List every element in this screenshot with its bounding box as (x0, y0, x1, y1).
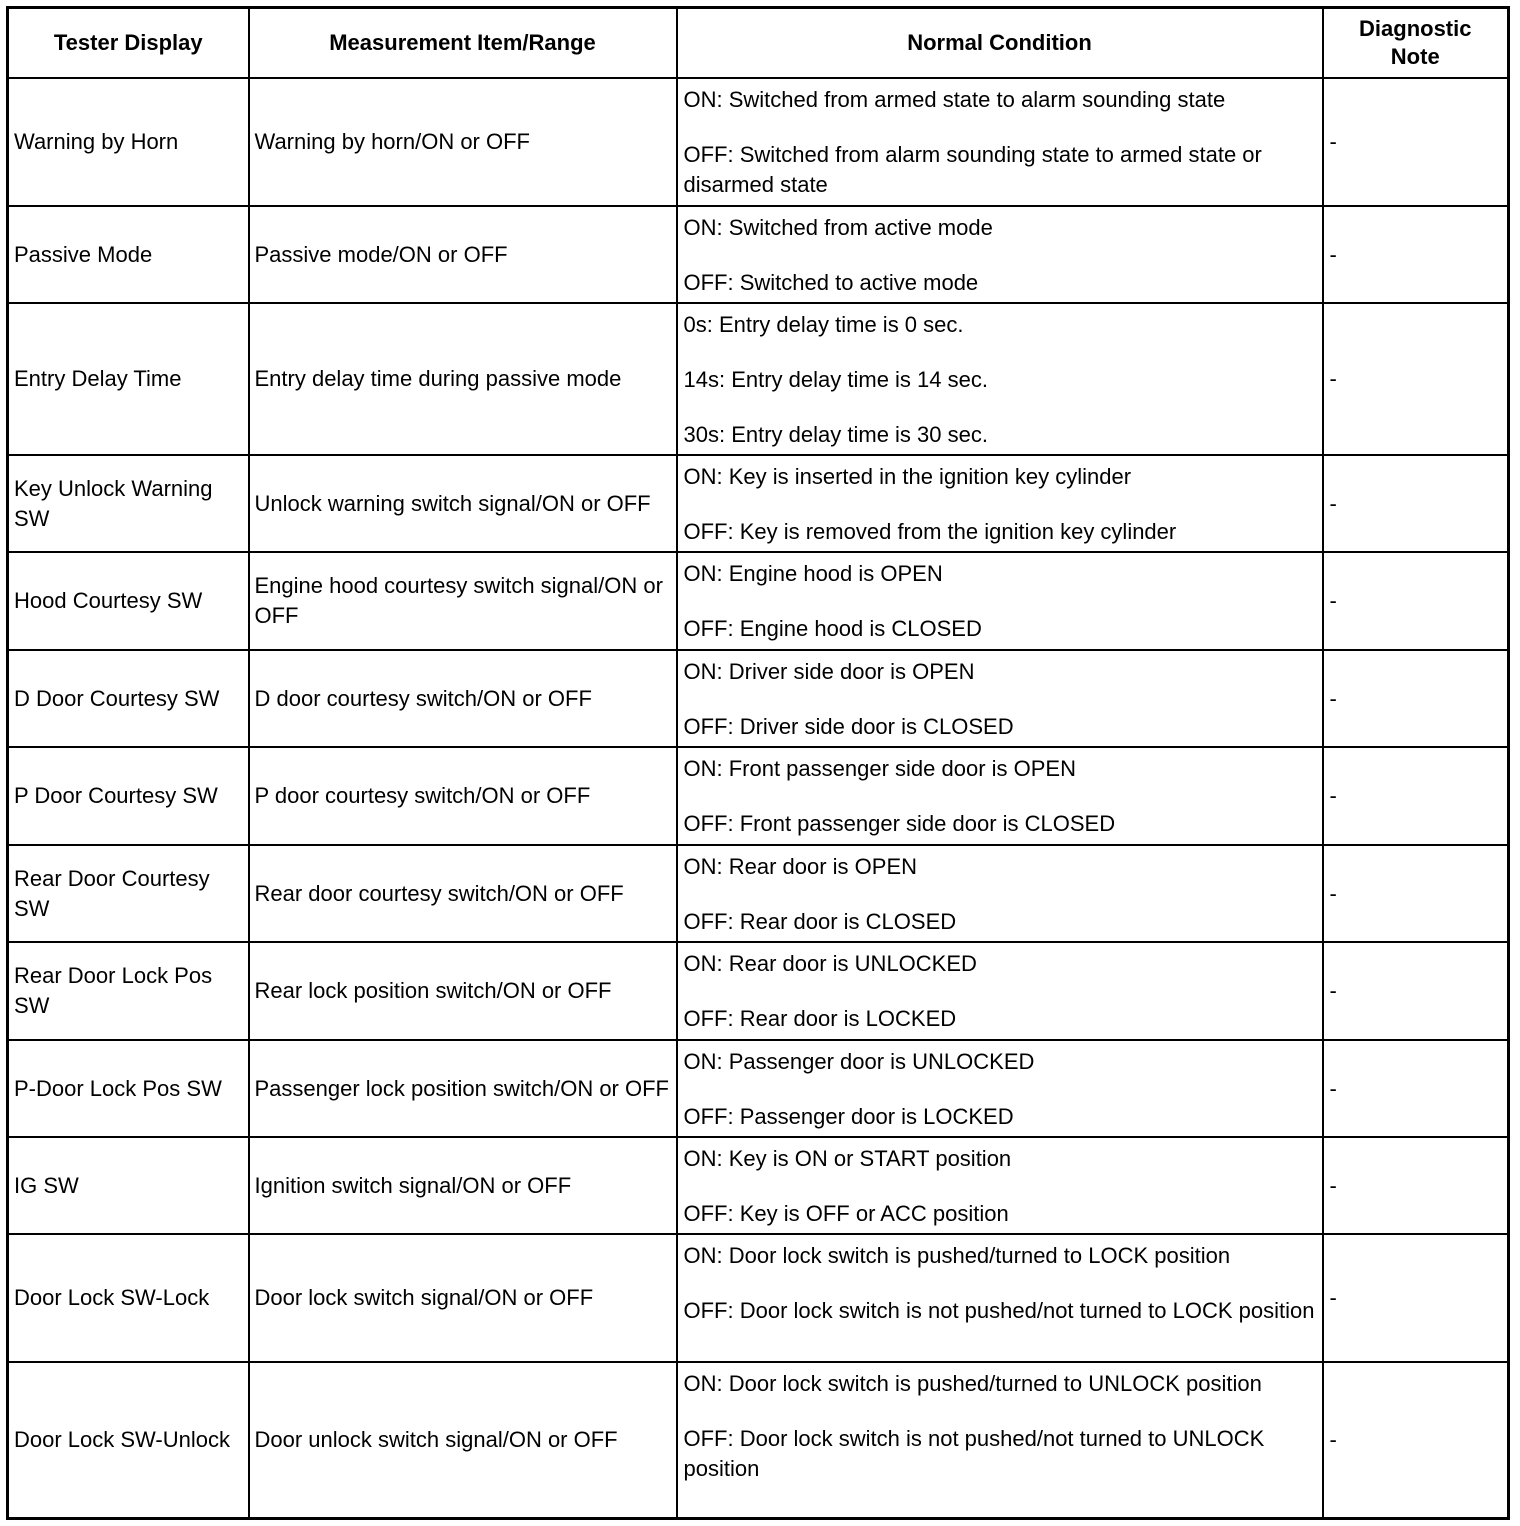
tester-display-cell: IG SW (8, 1137, 249, 1234)
diagnostic-note-cell: - (1323, 942, 1509, 1040)
condition-line: OFF: Switched from alarm sounding state to armed state or disarmed state (683, 142, 1262, 197)
diagnostic-note-cell: - (1323, 1362, 1509, 1518)
data-monitor-table (6, 6, 1510, 1520)
tester-display-cell: D Door Courtesy SW (8, 650, 249, 747)
measurement-item-cell: Unlock warning switch signal/ON or OFF (249, 455, 677, 552)
table-row (8, 552, 1509, 650)
measurement-item-cell: Door unlock switch signal/ON or OFF (249, 1362, 677, 1518)
condition-line: ON: Switched from armed state to alarm sounding state (683, 87, 1226, 112)
condition-line: OFF: Door lock switch is not pushed/not turned to UNLOCK position (683, 1426, 1265, 1481)
table-row (8, 747, 1509, 845)
diagnostic-note-cell: - (1323, 552, 1509, 650)
tester-display-cell: P-Door Lock Pos SW (8, 1040, 249, 1137)
tester-display-cell: Door Lock SW-Lock (8, 1234, 249, 1362)
header-diagnostic-note: Diagnostic Note (1323, 8, 1509, 79)
measurement-item-cell: Door lock switch signal/ON or OFF (249, 1234, 677, 1362)
condition-line: OFF: Switched to active mode (683, 270, 979, 295)
condition-line: OFF: Rear door is CLOSED (683, 909, 957, 934)
tester-display-cell: Entry Delay Time (8, 303, 249, 455)
tester-display-cell: Rear Door Courtesy SW (8, 845, 249, 942)
condition-line: OFF: Driver side door is CLOSED (683, 714, 1014, 739)
condition-line: OFF: Door lock switch is not pushed/not turned to LOCK position (683, 1298, 1315, 1323)
normal-condition-cell (677, 455, 1323, 552)
table-row (8, 455, 1509, 552)
tester-display-cell: Rear Door Lock Pos SW (8, 942, 249, 1040)
tester-display-cell: P Door Courtesy SW (8, 747, 249, 845)
measurement-item-cell: Rear door courtesy switch/ON or OFF (249, 845, 677, 942)
header-normal-condition: Normal Condition (677, 8, 1323, 79)
condition-line: 0s: Entry delay time is 0 sec. (683, 312, 964, 337)
tester-display-cell: Warning by Horn (8, 78, 249, 206)
table-row (8, 303, 1509, 455)
table-row (8, 1040, 1509, 1137)
measurement-item-cell: Entry delay time during passive mode (249, 303, 677, 455)
condition-line: OFF: Key is OFF or ACC position (683, 1201, 1009, 1226)
diagnostic-note-cell: - (1323, 78, 1509, 206)
condition-line: 14s: Entry delay time is 14 sec. (683, 367, 988, 392)
condition-line: OFF: Key is removed from the ignition key cylinder (683, 519, 1177, 544)
condition-line: ON: Passenger door is UNLOCKED (683, 1049, 1035, 1074)
measurement-item-cell: Rear lock position switch/ON or OFF (249, 942, 677, 1040)
diagnostic-note-cell: - (1323, 1234, 1509, 1362)
measurement-item-cell: Passenger lock position switch/ON or OFF (249, 1040, 677, 1137)
diagnostic-note-cell: - (1323, 455, 1509, 552)
normal-condition-cell (677, 942, 1323, 1040)
condition-line: ON: Engine hood is OPEN (683, 561, 943, 586)
condition-line: OFF: Engine hood is CLOSED (683, 616, 982, 641)
normal-condition-cell (677, 78, 1323, 206)
table-row (8, 1234, 1509, 1362)
table-row (8, 78, 1509, 206)
measurement-item-cell: D door courtesy switch/ON or OFF (249, 650, 677, 747)
diagnostic-note-cell: - (1323, 1040, 1509, 1137)
condition-line: ON: Key is inserted in the ignition key cylinder (683, 464, 1132, 489)
header-measurement-item: Measurement Item/Range (249, 8, 677, 79)
tester-display-cell: Key Unlock Warning SW (8, 455, 249, 552)
condition-line: ON: Door lock switch is pushed/turned to LOCK position (683, 1243, 1231, 1268)
table-row (8, 650, 1509, 747)
table-row (8, 1362, 1509, 1518)
condition-line: ON: Rear door is OPEN (683, 854, 918, 879)
condition-line: ON: Switched from active mode (683, 215, 993, 240)
diagnostic-note-cell: - (1323, 845, 1509, 942)
diagnostic-note-cell: - (1323, 650, 1509, 747)
normal-condition-cell (677, 303, 1323, 455)
condition-line: 30s: Entry delay time is 30 sec. (683, 422, 988, 447)
header-tester-display: Tester Display (8, 8, 249, 79)
table-row (8, 206, 1509, 303)
normal-condition-cell (677, 1040, 1323, 1137)
measurement-item-cell: P door courtesy switch/ON or OFF (249, 747, 677, 845)
diagnostic-note-cell: - (1323, 206, 1509, 303)
measurement-item-cell: Engine hood courtesy switch signal/ON or OFF (249, 552, 677, 650)
condition-line: OFF: Front passenger side door is CLOSED (683, 811, 1116, 836)
tester-display-cell: Passive Mode (8, 206, 249, 303)
diagnostic-note-cell: - (1323, 747, 1509, 845)
header-row (8, 8, 1509, 79)
normal-condition-cell (677, 206, 1323, 303)
tester-display-cell: Door Lock SW-Unlock (8, 1362, 249, 1518)
measurement-item-cell: Passive mode/ON or OFF (249, 206, 677, 303)
table-row (8, 1137, 1509, 1234)
normal-condition-cell (677, 1362, 1323, 1518)
measurement-item-cell: Ignition switch signal/ON or OFF (249, 1137, 677, 1234)
normal-condition-cell (677, 747, 1323, 845)
table-row (8, 845, 1509, 942)
normal-condition-cell (677, 845, 1323, 942)
normal-condition-cell (677, 552, 1323, 650)
condition-line: OFF: Rear door is LOCKED (683, 1006, 957, 1031)
condition-line: ON: Rear door is UNLOCKED (683, 951, 977, 976)
condition-line: ON: Key is ON or START position (683, 1146, 1012, 1171)
diagnostic-note-cell: - (1323, 303, 1509, 455)
tester-display-cell: Hood Courtesy SW (8, 552, 249, 650)
diagnostic-note-cell: - (1323, 1137, 1509, 1234)
normal-condition-cell (677, 650, 1323, 747)
condition-line: OFF: Passenger door is LOCKED (683, 1104, 1014, 1129)
normal-condition-cell (677, 1234, 1323, 1362)
condition-line: ON: Door lock switch is pushed/turned to UNLOCK position (683, 1371, 1262, 1396)
table-row (8, 942, 1509, 1040)
condition-line: ON: Driver side door is OPEN (683, 659, 975, 684)
measurement-item-cell: Warning by horn/ON or OFF (249, 78, 677, 206)
condition-line: ON: Front passenger side door is OPEN (683, 756, 1076, 781)
normal-condition-cell (677, 1137, 1323, 1234)
